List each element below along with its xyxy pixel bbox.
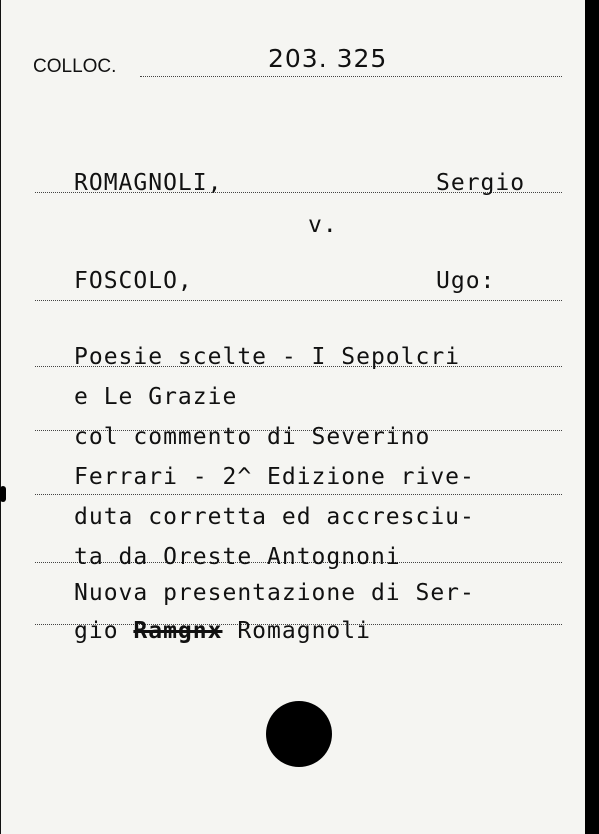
subject-dotted-line (35, 300, 562, 301)
card-right-edge (585, 0, 599, 834)
punch-hole (266, 701, 332, 767)
title-line: ta da Oreste Antognoni (74, 544, 401, 570)
title-last-line (74, 618, 371, 644)
subject-surname: FOSCOLO, (74, 268, 193, 294)
author-given-name: Sergio (436, 170, 526, 196)
title-line: Nuova presentazione di Ser- (74, 580, 475, 606)
subject-given-name: Ugo: (436, 268, 496, 294)
title-line: e Le Grazie (74, 384, 238, 410)
edge-mark (0, 486, 6, 502)
title-dotted-line (35, 494, 562, 495)
title-line: col commento di Severino (74, 424, 431, 450)
title-line: duta corretta ed accresciu- (74, 504, 475, 530)
title-line: Ferrari - 2^ Edizione rive- (74, 464, 475, 490)
shelf-number: 203. 325 (268, 44, 388, 73)
card-left-edge (0, 0, 6, 834)
author-surname: ROMAGNOLI, (74, 170, 223, 196)
connector: v. (308, 212, 338, 238)
colloc-dotted-line (140, 76, 562, 77)
title-line: Poesie scelte - I Sepolcri (74, 344, 461, 370)
colloc-label: COLLOC. (33, 56, 117, 77)
title-fragment: gio (74, 618, 134, 644)
struck-out-word: Ramgnx (133, 618, 223, 644)
title-fragment: Romagnoli (222, 618, 371, 644)
